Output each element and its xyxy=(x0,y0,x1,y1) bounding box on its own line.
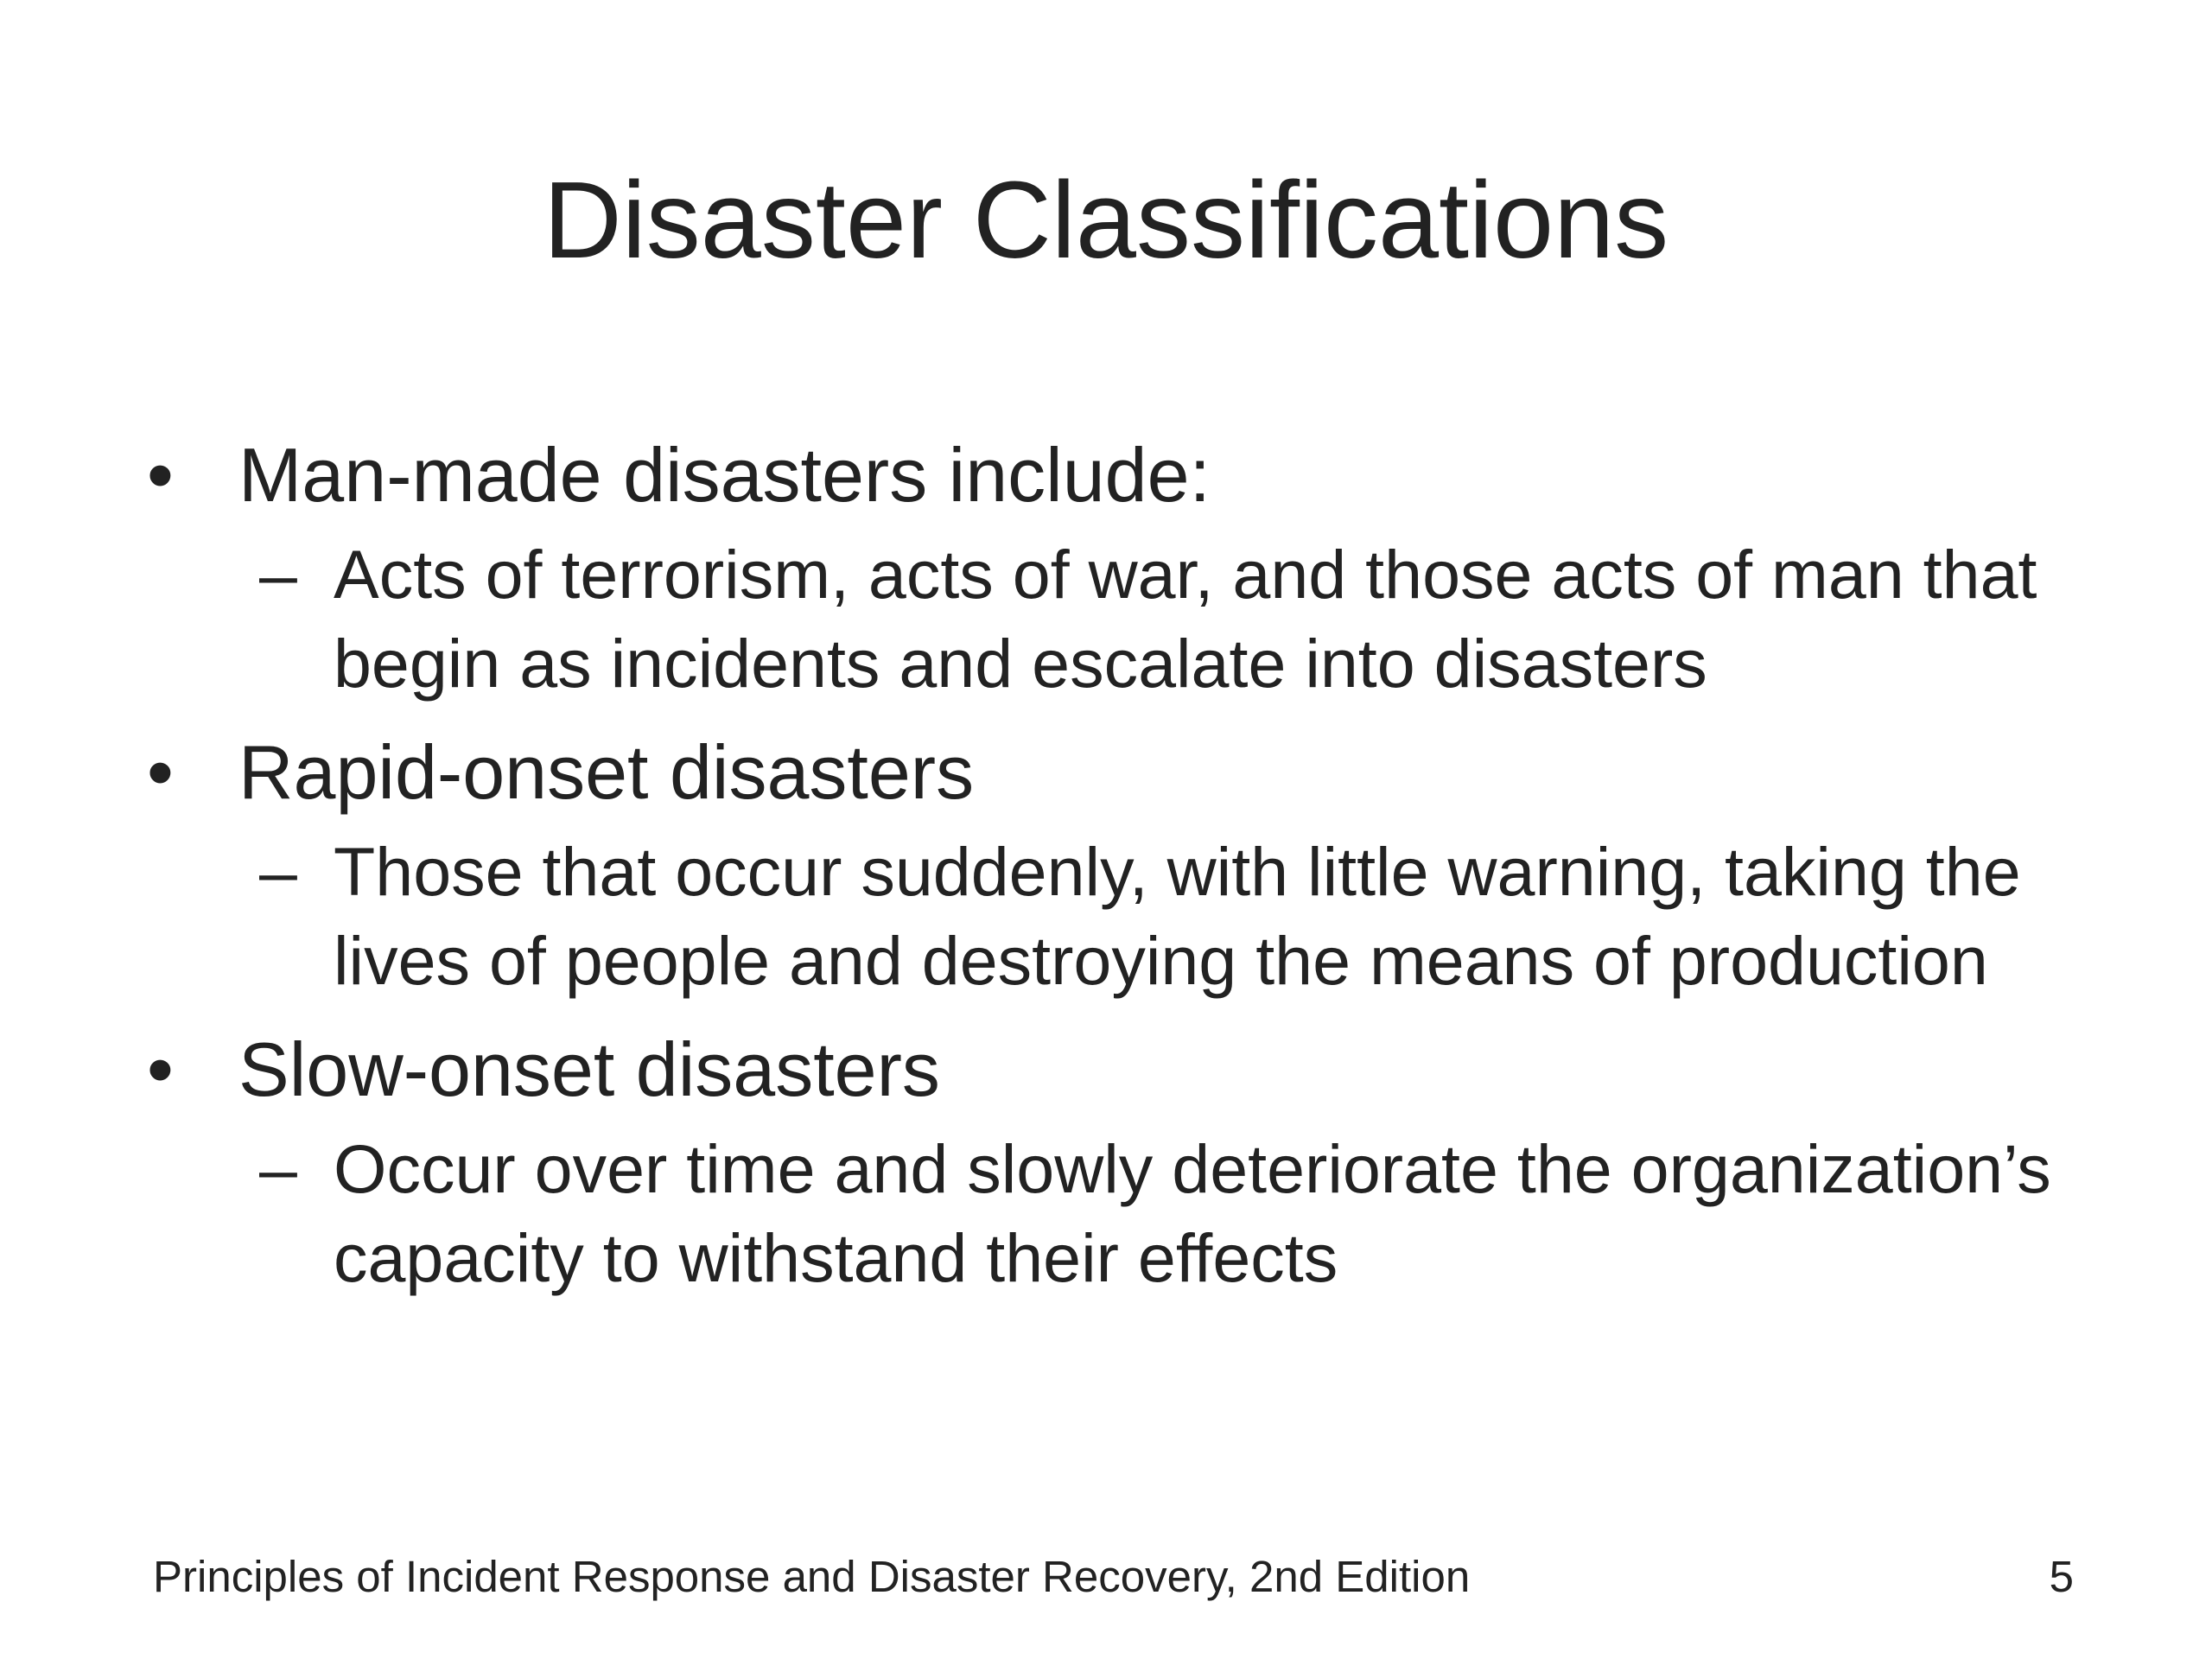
bullet-text: Rapid-onset disasters xyxy=(238,729,975,815)
page-number: 5 xyxy=(2049,1552,2074,1601)
bullet-text: Slow-onset disasters xyxy=(238,1027,940,1112)
sub-bullet-marker: – xyxy=(259,833,297,910)
footer-book-title: Principles of Incident Response and Disaster Recovery, 2nd Edition xyxy=(153,1552,1471,1601)
sub-bullet-item xyxy=(259,827,2074,1005)
bullet-group-slow-onset xyxy=(0,1014,2212,1302)
bullet-item xyxy=(147,1014,2212,1126)
bullet-item xyxy=(147,716,2212,829)
bullet-marker: • xyxy=(147,1027,174,1112)
sub-bullet-marker: – xyxy=(259,1130,297,1207)
slide-title: Disaster Classifications xyxy=(543,159,1669,281)
sub-bullet-text: Occur over time and slowly deteriorate the organization’s capacity to withstand their effects xyxy=(334,1130,2051,1296)
sub-bullet-item xyxy=(259,1124,2074,1302)
sub-bullet-text: Those that occur suddenly, with little warning, taking the lives of people and destroying the means of production xyxy=(334,833,2021,999)
bullet-group-rapid-onset xyxy=(0,716,2212,1005)
bullet-marker: • xyxy=(147,729,174,815)
bullet-group-man-made xyxy=(0,419,2212,708)
sub-bullet-marker: – xyxy=(259,536,297,613)
bullet-marker: • xyxy=(147,432,174,518)
bullet-item xyxy=(147,419,2212,531)
sub-bullet-text: Acts of terrorism, acts of war, and those acts of man that begin as incidents and escalate into disasters xyxy=(334,536,2037,702)
slide-body xyxy=(0,419,2212,1311)
bullet-text: Man-made disasters include: xyxy=(238,432,1211,518)
sub-bullet-item xyxy=(259,530,2074,708)
